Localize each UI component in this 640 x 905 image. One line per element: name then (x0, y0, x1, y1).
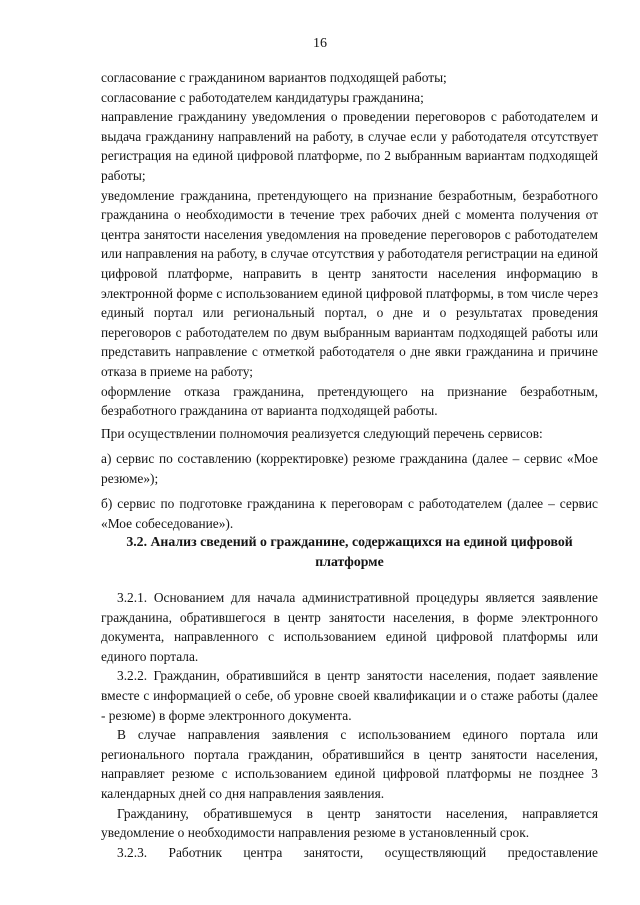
paragraph: б) сервис по подготовке гражданина к переговорам с работодателем (далее – сервис «Мое собеседование»). (101, 496, 598, 532)
page-number: 16 (313, 36, 327, 51)
paragraph: В случае направления заявления с использованием единого портала или регионального портала гражданин, обратившийся в центр занятости населения, направляет резюме с использованием единой цифровой платформы не позднее 3 календарных дней со дня направления заявления. (101, 727, 598, 801)
paragraph: 3.2.2. Гражданин, обратившийся в центр занятости населения, подает заявление вместе с информацией о себе, об уровне своей квалификации и о стаже работы (далее - резюме) в форме электронного документа. (101, 668, 598, 723)
paragraph: Гражданину, обратившемуся в центр занятости населения, направляется уведомление о необходимости направления резюме в установленный срок. (101, 805, 598, 841)
paragraph: При осуществлении полномочия реализуется следующий перечень сервисов: (101, 425, 543, 441)
paragraph: оформление отказа гражданина, претендующего на признание безработным, безработного гражданина от варианта подходящей работы. (101, 383, 598, 419)
paragraph: 3.2.1. Основанием для начала административной процедуры является заявление гражданина, обратившегося в центр занятости населения, в форме электронного документа, направленного с использованием единой цифровой платформы или единого портала. (101, 590, 598, 664)
section-heading: 3.2. Анализ сведений о гражданине, содержащихся на единой цифровой платформе (126, 534, 573, 569)
paragraph: согласование с работодателем кандидатуры гражданина; (101, 89, 424, 105)
paragraph: согласование с гражданином вариантов подходящей работы; (101, 70, 447, 85)
paragraph: 3.2.3. Работник центра занятости, осуществляющий предоставление (117, 844, 598, 860)
paragraph: уведомление гражданина, претендующего на признание безработным, безработного гражданина о необходимости в течение трех рабочих дней с момента получения от центра занятости населения уведомления на проведение переговоров с работодателем или направления на работу, в случае отсутствия у работодателя регистрации на единой цифровой платформе, направить в центр занятости населения информацию в электронной форме с использованием единой цифровой платформы, в том числе через единый портал или региональный портал, о дне и о результатах проведения переговоров с работодателем по двум выбранным вариантам подходящей работы или представить направление с отметкой работодателя о дне явки гражданина и причине отказа в приеме на работу; (101, 187, 598, 379)
body-text-bottom (101, 588, 598, 862)
body-text-top (101, 68, 598, 534)
paragraph: направление гражданину уведомления о проведении переговоров с работодателем и выдача гражданину направлений на работу, в случае если у работодателя отсутствует регистрация на единой цифровой платформе, по 2 выбранным вариантам подходящей работы; (101, 109, 598, 183)
paragraph: а) сервис по составлению (корректировке) резюме гражданина (далее – сервис «Мое резюме»); (101, 451, 598, 486)
